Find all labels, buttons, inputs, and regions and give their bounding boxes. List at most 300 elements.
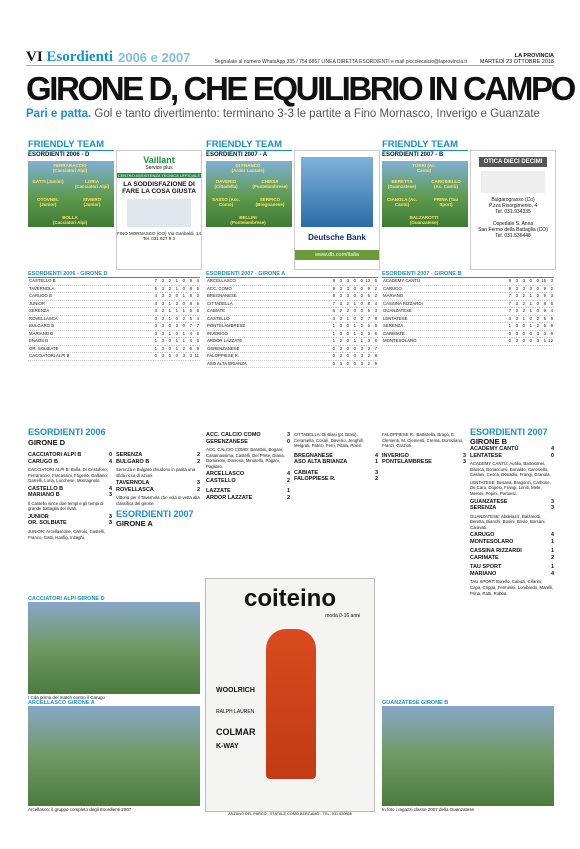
lineup-text: CACCIATORI ALPI B: Bolla, Di Cristoforo, Ferraraccio, Fracassini, Frigerio, Galliano, Garrelli, Loria, Lucchese, Montagnolo. [28, 467, 108, 484]
stat-cell: 6 [193, 330, 200, 338]
stat-cell: 3 [158, 300, 165, 308]
stat-cell: 0 [151, 353, 158, 361]
section-years: 2006 e 2007 [118, 50, 191, 65]
standings-row [28, 293, 200, 301]
player: DI FRANCO (Ardor Lazzate) [231, 163, 265, 173]
ad-image [301, 157, 373, 227]
stat-cell: 0 [329, 345, 336, 353]
standings-table [206, 268, 378, 368]
stat-cell: 3 [343, 278, 350, 285]
stat-cell: 3 [158, 338, 165, 346]
stat-cell: 1 [172, 278, 179, 285]
stat-cell: 0 [179, 323, 186, 331]
stat-cell: 0 [519, 330, 526, 338]
ad-footer: ANZANO DEL PARCO - STATALE COMO BERGAMO - TEL. 031 630858 [228, 812, 352, 816]
stat-cell: 0 [505, 338, 512, 346]
stat-cell: 3 [512, 315, 519, 323]
team-name: ARDOR LAZZATE [206, 338, 329, 346]
stat-cell: 1 [350, 330, 357, 338]
deutsche-bank-ad [294, 150, 380, 270]
player: GATTI (Junior) [32, 179, 64, 184]
stat-cell: 12 [548, 338, 553, 343]
stat-cell: 3 [158, 308, 165, 316]
team-name: ROVELLASCA [28, 315, 151, 323]
stat-cell: 1 [179, 308, 186, 316]
standings-title: ESORDIENTI 2007 - GIRONE B [382, 271, 554, 278]
standings-row [28, 338, 200, 346]
team-name: INVERIGO [206, 330, 329, 338]
stat-cell: 3 [519, 285, 526, 293]
stat-cell: 2 [533, 315, 540, 323]
stat-cell: 3 [329, 315, 336, 323]
stat-cell: 3 [336, 278, 343, 285]
lineup-text: ACC. CALCIO COMO: Barattini, Bogani, Casamassima, Castelli, Del Prete, Diana, Dominioni, Doniena, Minotello, Pagani, Pagliaro. [206, 447, 285, 469]
pitch-graphic [382, 161, 468, 227]
stat-cell: 3 [343, 293, 350, 301]
team-name: MARIANO [382, 293, 505, 301]
ft-subtitle: ESORDIENTI 2007 - B [382, 152, 444, 158]
result-row: CASSINA RIZZARDI 1 [470, 548, 554, 555]
stat-cell: 3 [547, 293, 554, 301]
stat-cell: 2 [547, 285, 554, 293]
stat-cell: 5 [540, 323, 547, 331]
stat-cell: 4 [371, 300, 378, 308]
coiteino-ad [205, 578, 375, 812]
stat-cell: 0 [350, 293, 357, 301]
stat-cell: 0 [179, 278, 186, 285]
stat-cell: 5 [186, 308, 193, 316]
standings-row [28, 315, 200, 323]
team-name: BULGARO B [28, 323, 151, 331]
standings-row [382, 278, 554, 285]
stat-cell: 9 [329, 278, 336, 285]
standings-row [382, 285, 554, 293]
stat-cell: 2 [533, 323, 540, 331]
player: CIANOLA (Ac. Cantù) [386, 197, 418, 207]
standings-title: ESORDIENTI 2006 - GIRONE D [28, 271, 200, 278]
stat-cell: 5 [371, 338, 378, 346]
stat-cell: 0 [343, 323, 350, 331]
stat-cell: 0 [172, 293, 179, 301]
photo-caption: Arcellasco: il gruppo completo degli Esordienti 2007 [28, 807, 132, 812]
player: LORIA (Cacciatori Alpi) [74, 179, 110, 189]
team-name: GUANZATESE [382, 308, 505, 316]
stat-cell: 9 [547, 330, 554, 338]
stat-cell: 3 [512, 293, 519, 301]
result-row: OR. SOLBIATE 3 [28, 520, 112, 527]
standings-row [28, 300, 200, 308]
stat-cell: 2 [165, 293, 172, 301]
ad-brand: OTICA DIECI DECIMI [479, 157, 547, 167]
standings-row [382, 323, 554, 331]
stat-cell: 0 [350, 345, 357, 353]
stat-cell: 0 [350, 353, 357, 361]
friendly-team-2007-b [382, 140, 468, 227]
standings-table [382, 268, 554, 346]
player: SASSO (Acc. Como) [211, 197, 240, 207]
result-row: ASO ALTA BRIANZA 1 [294, 459, 378, 466]
result-row: CARUGO 4 [470, 532, 554, 539]
ft-title: FRIENDLY TEAM [206, 140, 292, 151]
player: OTOVNEL (Junior) [37, 197, 59, 207]
stat-cell: 5 [364, 308, 371, 316]
player: BOLLA (Cacciatori Alpi) [52, 215, 88, 225]
stat-cell: 1 [165, 308, 172, 316]
stat-cell: 3 [540, 330, 547, 338]
stat-cell: 0 [357, 285, 364, 293]
ad-head: LA SODDISFAZIONE DI FARE LA COSA GIUSTA [122, 181, 196, 195]
player: CHIESA (Pontelambrese) [252, 179, 288, 189]
ad-brand-logo: K-WAY [216, 743, 239, 750]
standings-row [382, 293, 554, 301]
stat-cell: 0 [526, 330, 533, 338]
stat-cell: 3 [193, 293, 200, 301]
ad-image [481, 171, 545, 193]
player: BALZAROTTI (Guanzatese) [409, 215, 439, 225]
standings-row [382, 300, 554, 308]
stat-cell: 7 [364, 315, 371, 323]
result-row: ROVELLASCA 2 [116, 486, 200, 493]
ad-tag: Service plus [145, 165, 173, 171]
stat-cell: 2 [165, 285, 172, 293]
stat-cell: 3 [533, 338, 540, 346]
stat-cell: 1 [357, 338, 364, 346]
team-photo [28, 602, 200, 694]
stat-cell: 0 [357, 278, 364, 285]
results-2007-a [206, 432, 290, 501]
ad-brand: coiteino [243, 585, 336, 612]
lineup-text: LENTATESE: Besana, Bragonzi, Carbone, De Caro, Dopesi, Frangi, Limiti, Mele, Meroni, Pepini, Portuesi. [470, 479, 551, 496]
stat-cell: 0 [329, 353, 336, 361]
stat-cell: 8 [371, 315, 378, 323]
player: SERPICO (Bregnanese) [255, 197, 285, 207]
stat-cell: 1 [172, 338, 179, 346]
stat-cell: 8 [186, 285, 193, 293]
team-name: GERENZANESE [206, 345, 329, 353]
match-text: Vittoria per il Tavernola che vola in vetta alla classifica del girone. [116, 495, 200, 506]
stat-cell: 9 [371, 323, 378, 331]
lineup-text: FALOPPIESE R.: Battistella, Bragò, E. Clementi, M. Clementi, Crema, Domiziano, Franzi, Grazioli. [382, 432, 464, 449]
result-row: MARIANO B 3 [28, 492, 112, 499]
ft-subtitle: ESORDIENTI 2006 - D [28, 152, 90, 158]
stat-cell: 0 [343, 345, 350, 353]
team-name: ACC. COMO [206, 285, 329, 293]
stat-cell: 9 [540, 308, 547, 316]
stat-cell: 3 [158, 323, 165, 331]
stat-cell: 0 [519, 323, 526, 331]
standings-row [206, 360, 378, 368]
stat-cell: 5 [193, 285, 200, 293]
stat-cell: 2 [371, 285, 378, 293]
stat-cell: 7 [505, 293, 512, 301]
stat-cell: 9 [371, 360, 378, 368]
stat-cell: 5 [186, 315, 193, 323]
result-row: BULGARO B 2 [116, 458, 200, 465]
result-row: INVERIGO 3 [382, 452, 466, 459]
group-heading: ESORDIENTI 2007 [470, 427, 548, 437]
standings-row [28, 345, 200, 353]
page-header [26, 50, 554, 66]
stat-cell: 3 [336, 360, 343, 368]
friendly-team-2007-a [206, 140, 292, 227]
stat-cell: 2 [165, 278, 172, 285]
stat-cell: 2 [371, 293, 378, 301]
stat-cell: 0 [526, 315, 533, 323]
stat-cell: 2 [519, 293, 526, 301]
result-row: SERENZA 2 [116, 452, 200, 458]
result-row: SERENZA 3 [470, 505, 554, 512]
stat-cell: 9 [540, 285, 547, 293]
stat-cell: 2 [179, 345, 186, 353]
stat-cell: 7 [151, 278, 158, 285]
lineup-text: CITTADELLA: Di Blasi (pt. Brasi), Ceramella, Cosari, Daverio, Jenghill, Melgrati, Patrizi, Ferri, Pitala, Poieri. [294, 432, 364, 449]
stat-cell: 1 [350, 300, 357, 308]
team-name: CARIMATE [382, 330, 505, 338]
stat-cell: 6 [186, 345, 193, 353]
ad-url: www.db.com/italia [295, 250, 379, 260]
result-row: ACC. CALCIO COMO 3 [206, 432, 290, 438]
player: CAROSIELLO (Ac. Cantù) [431, 179, 461, 189]
stat-cell: 0 [533, 278, 540, 285]
result-row: LAZZATE 1 [206, 488, 290, 495]
stat-cell: 3 [158, 278, 165, 285]
team-name: OR. SOLBIATE [28, 345, 151, 353]
stat-cell: 2 [364, 360, 371, 368]
stat-cell: 3 [151, 330, 158, 338]
stat-cell: 1 [165, 300, 172, 308]
stat-cell: 7 [193, 323, 200, 331]
stat-cell: 0 [519, 338, 526, 346]
publication: LA PROVINCIA MARTEDÌ 23 OTTOBRE 2018 [479, 53, 554, 65]
stat-cell: 3 [512, 278, 519, 285]
standings-table [28, 268, 200, 361]
photo-cacciatori [28, 596, 200, 700]
stat-cell: 0 [526, 278, 533, 285]
stat-cell: 3 [158, 353, 165, 361]
stat-cell: 1 [350, 323, 357, 331]
team-name: ARCELLASCO [206, 278, 329, 285]
stat-cell: 9 [547, 315, 554, 323]
stat-cell: 3 [512, 338, 519, 346]
ad-line: P.zza Risorgimento, 4 [488, 203, 538, 209]
player: DAVERIO (Cittadella) [214, 179, 238, 189]
standings-row [382, 338, 554, 346]
results-2007-a-col2 [294, 432, 378, 483]
ft-subtitle: ESORDIENTI 2007 - A [206, 152, 268, 158]
stat-cell: 2 [343, 308, 350, 316]
standings-row [206, 315, 378, 323]
stat-cell: 1 [172, 308, 179, 316]
stat-cell: 3 [512, 323, 519, 331]
result-row: BREGNANESE 4 [294, 452, 378, 459]
team-name: MONTESOLARO [382, 338, 505, 346]
standings-row [206, 323, 378, 331]
standings-row [382, 315, 554, 323]
stat-cell: 3 [158, 345, 165, 353]
stat-cell: 0 [165, 353, 172, 361]
team-name: LENTATESE [382, 315, 505, 323]
stat-cell: 3 [364, 338, 371, 346]
stat-cell: 3 [158, 315, 165, 323]
stat-cell: 0 [172, 330, 179, 338]
stat-cell: 3 [336, 345, 343, 353]
result-row: TAU SPORT 1 [470, 564, 554, 571]
result-row: FALOPPIESE R. 2 [294, 476, 378, 483]
stat-cell: 1 [540, 338, 547, 346]
stat-cell: 0 [526, 285, 533, 293]
stat-cell: 3 [336, 330, 343, 338]
stat-cell: 6 [329, 308, 336, 316]
team-name: CACCIATORI ALPI B [28, 353, 151, 361]
friendly-team-2006-d [28, 140, 114, 227]
stat-cell: 2 [357, 323, 364, 331]
stat-cell: 2 [357, 315, 364, 323]
stat-cell: 7 [505, 308, 512, 316]
stat-cell: 4 [186, 330, 193, 338]
result-row: CARUGO B 4 [28, 458, 112, 465]
player: SIVIERO (Junior) [82, 197, 102, 207]
team-name: ACADEMY CANTÙ [382, 278, 505, 285]
stat-cell: 1 [329, 338, 336, 346]
stat-cell: 0 [179, 300, 186, 308]
stat-cell: 9 [540, 293, 547, 301]
standings-row [206, 278, 378, 285]
ad-image [127, 199, 191, 227]
player: PRINA (Tau Sport) [433, 197, 459, 207]
stat-cell: 3 [336, 323, 343, 331]
player: BELLINI (Pontelambrese) [230, 215, 266, 225]
stat-cell: 3 [357, 353, 364, 361]
result-row: CARIMATE 2 [470, 554, 554, 561]
results-2006-d-col2 [116, 452, 200, 528]
result-row: ARDOR LAZZATE 2 [206, 494, 290, 501]
stat-cell: 2 [179, 315, 186, 323]
stat-cell: 6 [371, 330, 378, 338]
result-row: CABIATE 3 [294, 469, 378, 476]
standings-row [206, 308, 378, 316]
stat-cell: 3 [186, 353, 193, 361]
stat-cell: 0 [165, 345, 172, 353]
stat-cell: 3 [364, 330, 371, 338]
ft-title: FRIENDLY TEAM [28, 140, 114, 151]
stat-cell: 3 [533, 330, 540, 338]
section-title: VI Esordienti [26, 49, 114, 65]
stat-cell: 0 [165, 338, 172, 346]
stat-cell: 2 [336, 338, 343, 346]
team-name: MARIANO B [28, 330, 151, 338]
stat-cell: 1 [350, 338, 357, 346]
ad-line: Tel. 031.536448 [495, 233, 531, 239]
stat-cell: 2 [357, 330, 364, 338]
ad-brand: Vaillant [143, 155, 175, 165]
stat-cell: 3 [512, 300, 519, 308]
standings-row [28, 285, 200, 293]
stat-cell: 1 [179, 293, 186, 301]
stat-cell: 1 [505, 323, 512, 331]
stat-cell: 4 [547, 308, 554, 316]
vaillant-ad [116, 150, 202, 270]
stat-cell: 8 [186, 300, 193, 308]
stat-cell: 3 [364, 345, 371, 353]
stat-cell: 0 [357, 300, 364, 308]
stat-cell: 3 [336, 353, 343, 361]
stat-cell: 2 [519, 308, 526, 316]
contact-line: Segnalate al numero WhatsApp 335 / 754 8857 LINEA DIRETTA ESORDIENTI e mail piccolecalcio@laprovincia.it [214, 59, 467, 65]
stat-cell: 4 [186, 338, 193, 346]
standings-row [28, 330, 200, 338]
result-row: CASTELLO B 4 [28, 485, 112, 492]
stat-cell: 1 [179, 338, 186, 346]
result-row: JUNIOR 3 [28, 513, 112, 520]
team-name: ASO ALTA BRIANZA [206, 360, 329, 368]
stat-cell: 0 [350, 315, 357, 323]
stat-cell: 4 [193, 278, 200, 285]
stat-cell: 3 [151, 315, 158, 323]
stat-cell: 3 [505, 315, 512, 323]
stat-cell: 6 [364, 293, 371, 301]
stat-cell: 8 [371, 353, 378, 361]
group-subheading: GIRONE D [28, 438, 66, 447]
stat-cell: 0 [526, 338, 533, 346]
stat-cell: 7 [186, 323, 193, 331]
team-name: SERENZA [28, 308, 151, 316]
stat-cell: 3 [547, 278, 554, 285]
group-heading: ESORDIENTI 2007 [116, 509, 194, 520]
headline: GIRONE D, CHE EQUILIBRIO IN CAMPO [26, 70, 574, 107]
team-name: CASSINA RIZZARDI [382, 300, 505, 308]
stat-cell: 3 [357, 360, 364, 368]
stat-cell: 1 [172, 345, 179, 353]
stat-cell: 1 [526, 323, 533, 331]
lineup-text: JUNIOR: Arcellascone, Carrolo, Castelli, Franco, Gatti, Hanfig, Inzaghi. [28, 528, 105, 540]
standings-row [206, 300, 378, 308]
result-row: CASTELLO 2 [206, 477, 290, 484]
result-row: PONTELAMBRESE 3 [382, 459, 466, 466]
lineup-text: GUANZATESE: Abdelaziz, Balzarotti, Beretta, Bianchi, Bosini, Brivio, Borsani, Caravati. [470, 513, 546, 530]
group-subheading: GIRONE A [116, 519, 153, 529]
result-row: GERENZANESE 0 [206, 438, 290, 445]
team-photo [28, 706, 200, 806]
standings-row [28, 353, 200, 361]
standings-row [382, 308, 554, 316]
stat-cell: 5 [540, 315, 547, 323]
stat-cell: 1 [165, 315, 172, 323]
stat-cell: 1 [151, 338, 158, 346]
team-name: BREGNANESE [206, 293, 329, 301]
stat-cell: 3 [336, 293, 343, 301]
subheadline: Pari e patta. Gol e tanto divertimento: terminano 3-3 le partite a Fino Mornasco, Inverigo e Guanzate [26, 108, 540, 120]
stat-cell: 0 [350, 308, 357, 316]
stat-cell: 0 [343, 338, 350, 346]
ad-line: San Fermo della Battaglia (CO) [478, 227, 548, 233]
match-text: Serenza e Bulgaro chiudono in parità una sfida ricca di azioni. [116, 467, 196, 478]
stat-cell: 9 [505, 285, 512, 293]
group-subheading: GIRONE B [470, 437, 508, 446]
team-name: TAVERNOLA [28, 285, 151, 293]
pitch-graphic [28, 161, 114, 227]
ad-tag: moda 0-16 anni [325, 613, 360, 619]
stat-cell: 7 [371, 345, 378, 353]
stat-cell: 3 [371, 308, 378, 316]
standings-row [206, 285, 378, 293]
stat-cell: 4 [151, 308, 158, 316]
stat-cell: 4 [151, 300, 158, 308]
stat-cell: 6 [193, 300, 200, 308]
stat-cell: 3 [158, 330, 165, 338]
stat-cell: 0 [533, 308, 540, 316]
stat-cell: 1 [172, 285, 179, 293]
team-name: CARUGO [382, 285, 505, 293]
